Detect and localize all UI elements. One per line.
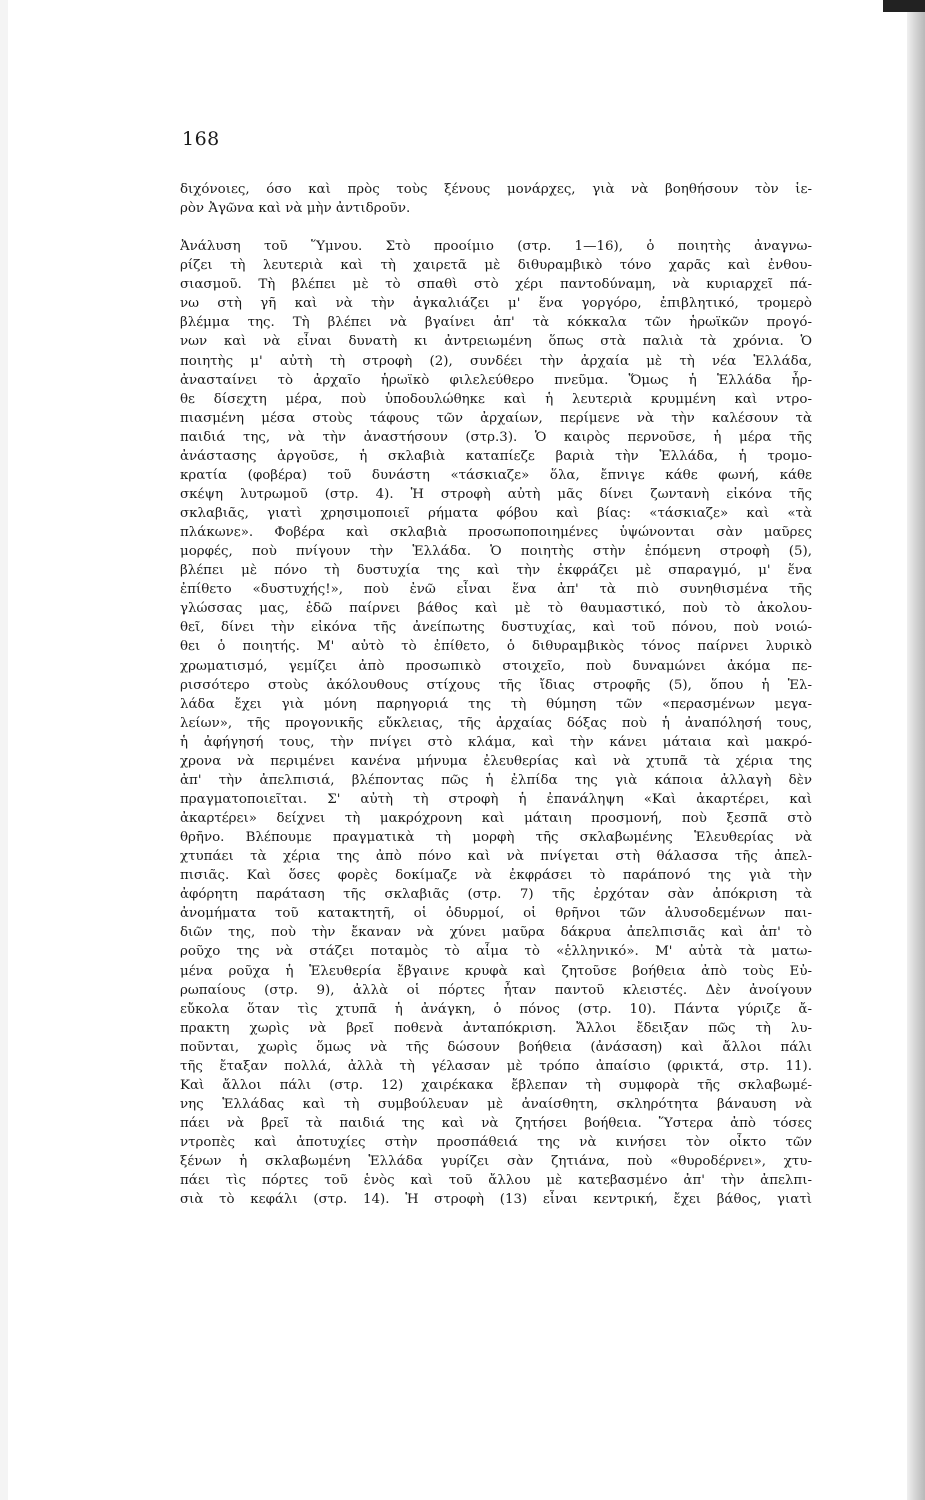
text-line: ντροπὲς καὶ ἀποτυχίες στὴν προσπάθειά της νὰ κινήσει τὸν οἶκτο τῶν: [180, 1135, 812, 1151]
text-line: μορφές, ποὺ πνίγουν τὴν Ἑλλάδα. Ὁ ποιητὴς στὴν ἑπόμενη στροφὴ (5),: [180, 544, 812, 560]
text-line: ρωπαίους (στρ. 9), ἀλλὰ οἱ πόρτες ἦταν παντοῦ κλειστές. Δὲν ἀνοίγουν: [180, 982, 812, 998]
text-line: ἐπίθετο «δυστυχής!», ποὺ ἐνῶ εἶναι ἕνα ἀπ' τὰ πιὸ συνηθισμένα τῆς: [180, 582, 812, 598]
text-line: ἡ ἀφήγησή τους, τὴν πνίγει στὸ κλάμα, καὶ τὴν κάνει μάταια καὶ μακρό-: [180, 734, 812, 750]
text-line: σιὰ τὸ κεφάλι (στρ. 14). Ἡ στροφὴ (13) εἶναι κεντρική, ἔχει βάθος, γιατὶ: [180, 1192, 812, 1208]
text-line: λείων», τῆς προγονικῆς εὔκλειας, τῆς ἀρχαίας δόξας ποὺ ἡ ἀναπόλησή τους,: [180, 715, 812, 731]
text-line: βλέπει μὲ πόνο τὴ δυστυχία της καὶ τὴν ἐκφράζει μὲ σπαραγμό, μ' ἕνα: [180, 563, 812, 579]
text-line: πιασμένη μέσα στοὺς τάφους τῶν ἀρχαίων, περίμενε νὰ τὴν καλέσουν τὰ: [180, 410, 812, 426]
text-line: [180, 1209, 812, 1228]
text-line: πραγματοποιεῖται. Σ' αὐτὴ τὴ στροφὴ ἡ ἐπανάληψη «Καὶ ἀκαρτέρει, καὶ: [180, 791, 812, 807]
text-line: ξένων ἡ σκλαβωμένη Ἑλλάδα γυρίζει σὰν ζητιάνα, ποὺ «θυροδέρνει», χτυ-: [180, 1154, 812, 1170]
text-line: σκλαβιᾶς, γιατὶ χρησιμοποιεῖ ρήματα φόβου καὶ βίας: «τάσκιαζε» καὶ «τὰ: [180, 506, 812, 521]
text-line: λάδα ἔχει γιὰ μόνη παρηγοριά της τὴ θύμηση τῶν «περασμένων μεγα-: [180, 696, 812, 712]
text-line: Ἀνάλυση τοῦ Ὕμνου. Στὸ προοίμιο (στρ. 1—16), ὁ ποιητὴς ἀναγνω-: [180, 239, 812, 255]
text-line: ἀνομήματα τοῦ κατακτητῆ, οἱ ὀδυρμοί, οἱ θρῆνοι τῶν ἁλυσοδεμένων παι-: [180, 906, 812, 922]
text-line: σιασμοῦ. Τὴ βλέπει μὲ τὸ σπαθὶ στὸ χέρι παντοδύναμη, νὰ κυριαρχεῖ πά-: [180, 277, 812, 293]
paragraph-1: [180, 180, 812, 218]
text-line: πάει νὰ βρεῖ τὰ παιδιά της καὶ νὰ ζητήσει βοήθεια. Ὕστερα ἀπὸ τόσες: [180, 1116, 812, 1131]
text-line: νω στὴ γῆ καὶ νὰ τὴν ἀγκαλιάζει μ' ἕνα γοργόρο, ἐπιβλητικό, τρομερὸ: [180, 296, 812, 312]
text-line: πάει τὶς πόρτες τοῦ ἑνὸς καὶ τοῦ ἄλλου μὲ κατεβασμένο ἀπ' τὴν ἀπελπι-: [180, 1173, 812, 1189]
paragraph-gap: [180, 218, 812, 237]
scan-edge-right: [907, 0, 925, 1500]
text-line: χρωματισμό, γεμίζει ἀπὸ προσωπικὸ στοιχεῖο, ποὺ δυναμώνει ἀκόμα πε-: [180, 658, 812, 674]
text-line: ρισσότερο στοὺς ἀκόλουθους στίχους τῆς ἴδιας στροφῆς (5), ὅπου ἡ Ἑλ-: [180, 677, 812, 693]
text-line: βλέμμα της. Τὴ βλέπει νὰ βγαίνει ἀπ' τὰ κόκκαλα τῶν ἡρωϊκῶν προγό-: [180, 315, 812, 331]
text-line: ἀπ' τὴν ἀπελπισιά, βλέποντας πῶς ἡ ἐλπίδα της γιὰ κάποια ἀλλαγὴ δὲν: [180, 772, 812, 788]
body-text: [180, 180, 812, 1267]
text-line: ἀνάστασης ἀργοῦσε, ἡ σκλαβιὰ καταπίεζε βαριὰ τὴν Ἑλλάδα, ἡ τρομο-: [180, 448, 812, 464]
text-line: χτυπάει τὰ χέρια της ἀπὸ πόνο καὶ νὰ πνίγεται στὴ θάλασσα τῆς ἀπελ-: [180, 849, 812, 865]
text-line: γλώσσας μας, ἐδῶ παίρνει βάθος καὶ μὲ τὸ θαυμαστικό, ποὺ τὸ ἀκολου-: [180, 601, 812, 617]
text-line: πλάκωνε». Φοβέρα καὶ σκλαβιὰ προσωποποιημένες ὑψώνονται σὰν μαῦρες: [180, 525, 812, 541]
page-number: 168: [182, 128, 220, 150]
text-line: θρῆνο. Βλέπουμε πραγματικὰ τὴ μορφὴ τῆς σκλαβωμένης Ἑλευθερίας νὰ: [180, 830, 812, 846]
text-line: μένα ροῦχα ἡ Ἑλευθερία ἔβγαινε κρυφὰ καὶ ζητοῦσε βοήθεια ἀπὸ τοὺς Εὐ-: [180, 963, 812, 979]
text-line: διῶν της, ποὺ τὴν ἔκαναν νὰ χύνει μαῦρα δάκρυα ἀπελπισιᾶς καὶ ἀπ' τὸ: [180, 925, 812, 941]
text-line: ρίζει τὴ λευτεριὰ καὶ τὴ χαιρετᾶ μὲ διθυραμβικὸ τόνο χαρᾶς καὶ ἐνθου-: [180, 258, 812, 274]
text-line: ποῦνται, χωρὶς ὅμως νὰ τῆς δώσουν βοήθεια (ἀνάσαση) καὶ ἄλλοι πάλι: [180, 1039, 812, 1055]
text-line: Καὶ ἄλλοι πάλι (στρ. 12) χαιρέκακα ἔβλεπαν τὴ συμφορὰ τῆς σκλαβωμέ-: [180, 1077, 812, 1093]
text-line: ροῦχο της νὰ στάζει ποταμὸς τὸ αἷμα τὸ «ἑλληνικό». Μ' αὐτὰ τὰ ματω-: [180, 944, 812, 960]
text-line: διχόνοιες, όσο καὶ πρὸς τοὺς ξένους μονάρχες, γιὰ νὰ βοηθήσουν τὸν ἱε-: [180, 182, 812, 197]
text-line: κρατία (φοβέρα) τοῦ δυνάστη «τάσκιαζε» ὅλα, ἔπνιγε κάθε φωνή, κάθε: [180, 467, 812, 483]
text-line: ἀνασταίνει τὸ ἀρχαῖο ἡρωϊκὸ φιλελεύθερο πνεῦμα. Ὅμως ἡ Ἑλλάδα ἦρ-: [180, 372, 812, 388]
paragraph-2: [180, 237, 812, 1266]
text-line: παιδιά της, νὰ τὴν ἀναστήσουν (στρ.3). Ὁ καιρὸς περνοῦσε, ἡ μέρα τῆς: [180, 429, 812, 445]
text-line: χρονα νὰ περιμένει κανένα μήνυμα ἐλευθερίας καὶ νὰ χτυπᾶ τὰ χέρια της: [180, 753, 812, 769]
text-line: [180, 1228, 812, 1247]
scan-edge-left: [0, 0, 8, 1500]
text-line: σκέψη λυτρωμοῦ (στρ. 4). Ἡ στροφὴ αὐτὴ μᾶς δίνει ζωντανὴ εἰκόνα τῆς: [180, 486, 812, 502]
text-line: ἀφόρητη παράταση τῆς σκλαβιᾶς (στρ. 7) τῆς ἐρχόταν σὰν ἀπόκριση τὰ: [180, 887, 812, 903]
text-line: νων καὶ νὰ εἶναι δυνατὴ κι ἀντρειωμένη ὅπως στὰ παλιὰ τὰ χρόνια. Ὁ: [180, 334, 812, 350]
text-line: τῆς ἔταξαν πολλά, ἀλλὰ τὴ γέλασαν μὲ τρόπο ἀπαίσιο (φρικτά, στρ. 11).: [180, 1058, 812, 1074]
text-line: θε δίσεχτη μέρα, ποὺ ὑποδουλώθηκε καὶ ἡ λευτεριὰ κρυμμένη καὶ ντρο-: [180, 391, 812, 407]
text-line: ἀκαρτέρει» δείχνει τὴ μακρόχρονη καὶ μάταιη προσμονή, ποὺ ξεσπᾶ στὸ: [180, 811, 812, 826]
text-line: πισιᾶς. Καὶ ὅσες φορὲς δοκίμαζε νὰ ἐκφράσει τὸ παράπονό της γιὰ τὴν: [180, 868, 812, 884]
text-line: [180, 1247, 812, 1266]
text-line: νης Ἑλλάδας καὶ τὴ συμβούλευαν μὲ ἀναίσθητη, σκληρότητα βάναυση νὰ: [180, 1096, 812, 1112]
text-line: θεῖ, δίνει τὴν εἰκόνα τῆς ἀνείπωτης δυστυχίας, καὶ τοῦ πόνου, ποὺ νοιώ-: [180, 620, 812, 636]
text-line: ποιητὴς μ' αὐτὴ τὴ στροφὴ (2), συνδέει τὴν ἀρχαία μὲ τὴ νέα Ἑλλάδα,: [180, 353, 812, 369]
text-line: εὔκολα ὅταν τὶς χτυπᾶ ἡ ἀνάγκη, ὁ πόνος (στρ. 10). Πάντα γύριζε ἄ-: [180, 1001, 812, 1017]
text-line: πρακτη χωρὶς νὰ βρεῖ ποθενὰ ἀνταπόκριση. Ἄλλοι ἔδειξαν πῶς τὴ λυ-: [180, 1020, 812, 1036]
scan-tab: [883, 0, 925, 12]
text-line: θει ὁ ποιητής. Μ' αὐτὸ τὸ ἐπίθετο, ὁ διθυραμβικὸς τόνος παίρνει λυρικὸ: [180, 639, 812, 655]
text-line: ρὸν Ἀγῶνα καὶ νὰ μὴν ἀντιδροῦν.: [180, 201, 411, 217]
